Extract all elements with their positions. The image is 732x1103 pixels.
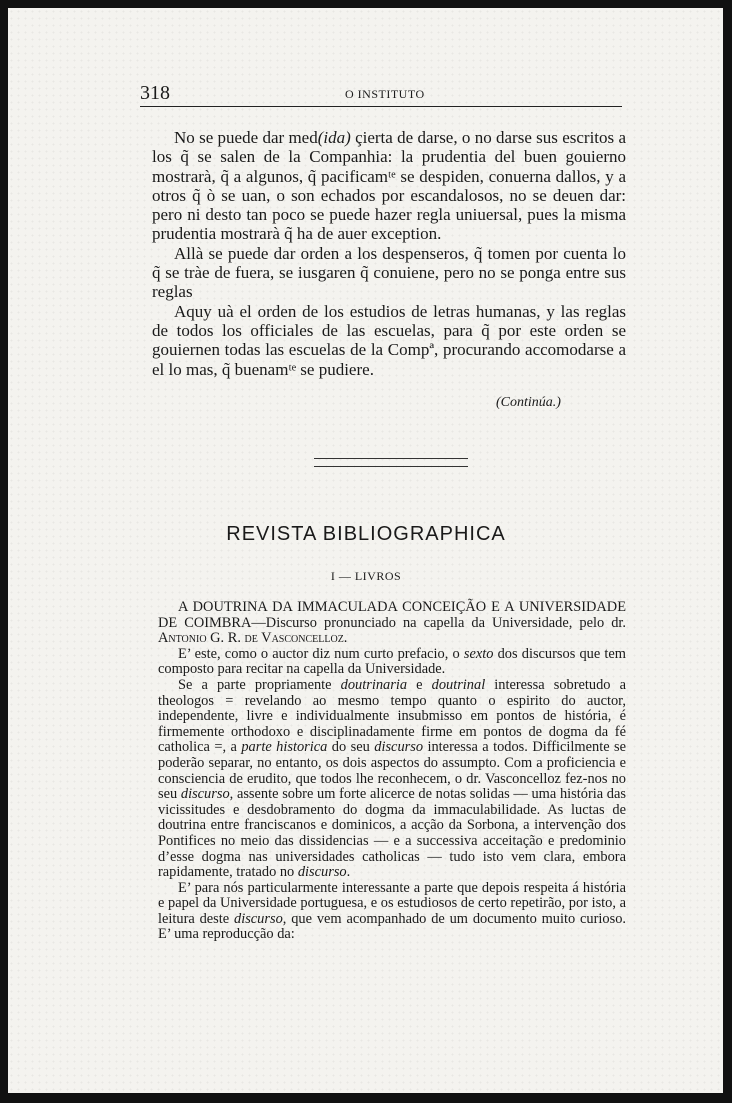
continued-note: (Continúa.) [496,395,561,410]
section-separator [314,458,468,467]
review-paragraph: E’ este, como o auctor diz num curto prefacio, o sexto dos discursos que tem composto para recitar na capella da Universidade. [158,645,626,678]
spanish-paragraph: Aquy uà el orden de los estudios de letras humanas, y las reglas de todos los officiales de las escuelas, para q̃ por este orden se gouiernen todas las escuelas de la Compª, procurando accomodarse a el lo mas, q̃ buenamᵗᵉ se pudiere. [152,301,626,379]
spanish-text-block [152,128,626,379]
running-head [140,82,622,106]
journal-title: O INSTITUTO [345,87,425,101]
book-title: A DOUTRINA DA IMMACULADA CONCEIÇÃO E A UNIVERSIDADE DE COIMBRA [158,599,626,631]
subsection-title: I — LIVROS [330,569,402,583]
spanish-paragraph: Allà se puede dar orden a los despenseros, q̃ tomen por cuenta lo q̃ se tràe de fuera, se iusgaren q̃ conuiene, pero no se ponga entre sus reglas [152,243,626,302]
review-paragraph: E’ para nós particularmente interessante a parte que depois respeita á história e papel da Universidade portuguesa, e os estudiosos de certo repetirão, por isto, a leitura deste discurso, que vem acompanhado de um documento muito curioso. E’ uma reproducção da: [158,879,626,943]
book-entry: A DOUTRINA DA IMMACULADA CONCEIÇÃO E A UNIVERSIDADE DE COIMBRA—Discurso pronunciado na capella da Universidade, pelo dr. Antonio G. R. de Vasconcelloz. [158,599,626,647]
header-rule [140,106,622,107]
review-text-block [158,600,626,943]
review-paragraph: Se a parte propriamente doutrinaria e doutrinal interessa sobretudo a theologos = revelando ao mesmo tempo quanto o espirito do auctor, independente, livre e individualmente insubmisso em pontos de história, é firmemente orthodoxo e disciplinadamente firme em pontos de dogma da fé catholica =, a parte historica do seu discurso interessa a todos. Difficilmente se poderão separar, no entanto, os dois aspectos do assumpto. Com a proficiencia e consciencia de erudito, que todos lhe reconhecem, o dr. Vasconcelloz fez-nos no seu discurso, assente sobre um forte alicerce de notas solidas — uma história das vicissitudes e desdobramento do dogma da immaculabilidade. As luctas de doutrina entre franciscanos e dominicos, a acção da Sorbona, a intervenção dos Pontifices no meio das dissidencias — e a successiva acceitação e predominio d’esse dogma nas universidades catholicas — tudo isto vem clara, embora rapidamente, tratado no discurso. [158,676,627,881]
spanish-paragraph: No se puede dar med(ida) çierta de darse, o no darse sus escritos a los q̃ se salen de la Companhia: la prudentia del buen gouierno mostrarà, q̃ a algunos, q̃ pacificamᵗᵉ se despiden, conuerna dallos, y a otros q̃ ò se uan, o son echados por escandalosos, no se deuen dar: pero ni desto tan poco se puede hazer regla uniuersal, pues la misma prudentia mostrarà q̃ ha de auer exception. [152,128,626,244]
author-name: Antonio G. R. de Vasconcelloz. [158,630,348,647]
section-title: REVISTA BIBLIOGRAPHICA [226,523,506,545]
page-number: 318 [140,82,170,104]
